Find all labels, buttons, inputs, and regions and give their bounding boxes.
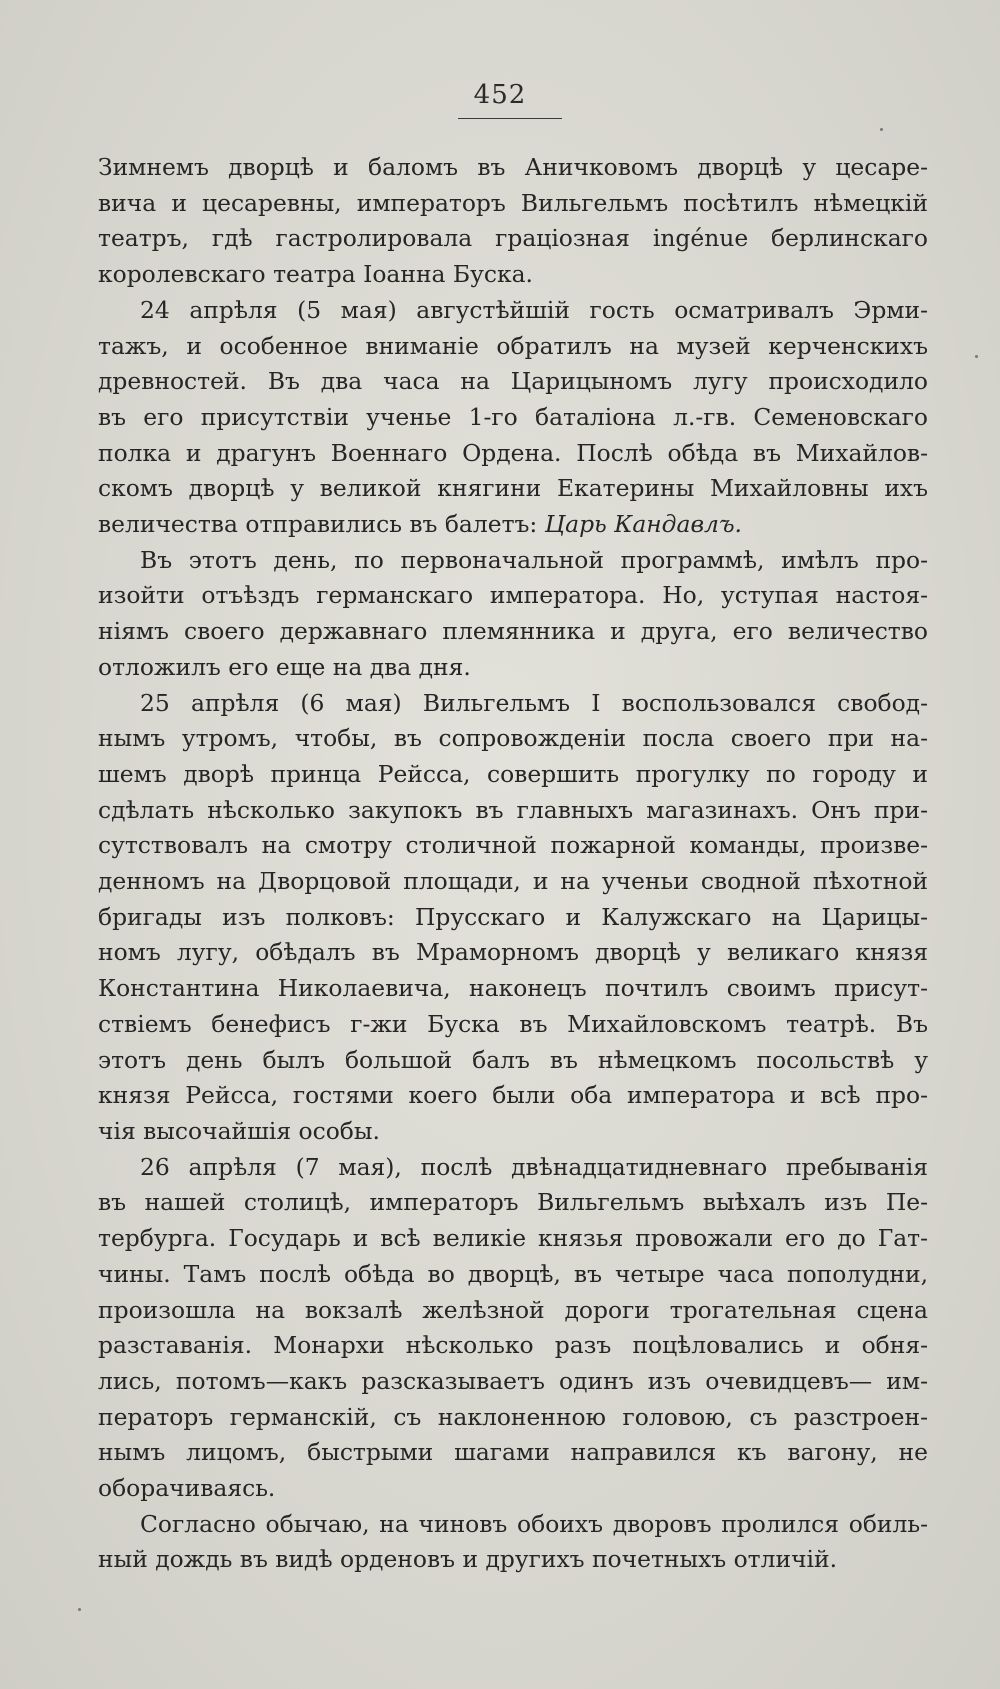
line-text: тербурга. Государь и всѣ великіе князья провожали его до Гат- — [98, 1224, 928, 1253]
line-text: вича и цесаревны, императоръ Вильгельмъ посѣтилъ нѣмецкій — [98, 188, 928, 217]
text-line — [98, 1293, 928, 1329]
paper-speck — [880, 128, 883, 131]
text-line — [98, 1328, 928, 1364]
text-line — [98, 900, 928, 936]
line-text: ный дождь въ видѣ орденовъ и другихъ почетныхъ отличій. — [98, 1545, 838, 1574]
line-text: оборачиваясь. — [98, 1474, 276, 1503]
text-line — [98, 1364, 928, 1400]
line-text: въ нашей столицѣ, императоръ Вильгельмъ выѣхалъ изъ Пе- — [98, 1188, 928, 1217]
line-text: нымъ утромъ, чтобы, въ сопровожденіи посла своего при на- — [98, 724, 928, 753]
text-line — [98, 1007, 928, 1043]
line-text: князя Рейсса, гостями коего были оба императора и всѣ про- — [98, 1081, 928, 1110]
text-line — [98, 471, 928, 507]
body-text — [98, 150, 928, 1578]
paragraph — [98, 686, 928, 1150]
text-line — [98, 1185, 928, 1221]
text-line — [98, 1507, 928, 1543]
line-text: бригады изъ полковъ: Прусскаго и Калужскаго на Царицы- — [98, 902, 928, 931]
paper-speck — [975, 355, 978, 358]
text-line — [98, 614, 928, 650]
line-text: произошла на вокзалѣ желѣзной дороги трогательная сцена — [98, 1295, 928, 1324]
line-text: отложилъ его еще на два дня. — [98, 652, 471, 681]
text-line — [98, 971, 928, 1007]
line-text: сутствовалъ на смотру столичной пожарной команды, произве- — [98, 831, 928, 860]
line-text: 25 апрѣля (6 мая) Вильгельмъ I воспользовался свобод- — [140, 688, 928, 717]
text-line — [98, 436, 928, 472]
text-line — [98, 1471, 928, 1507]
page-number: 452 — [473, 80, 527, 110]
text-line — [98, 578, 928, 614]
page-number-rule — [458, 118, 562, 119]
line-text: театръ, гдѣ гастролировала граціозная ingénue берлинскаго — [98, 224, 928, 253]
text-line — [98, 400, 928, 436]
line-text: Зимнемъ дворцѣ и баломъ въ Аничковомъ дворцѣ у цесаре- — [98, 153, 928, 181]
text-line — [98, 1043, 928, 1079]
text-line — [98, 186, 928, 222]
line-text: этотъ день былъ большой балъ въ нѣмецкомъ посольствѣ у — [98, 1045, 928, 1074]
line-text: ніямъ своего державнаго племянника и друга, его величество — [98, 617, 928, 646]
line-text: 24 апрѣля (5 мая) августѣйшій гость осматривалъ Эрми- — [140, 295, 928, 324]
text-line — [98, 1114, 928, 1150]
line-text: изойти отъѣздъ германскаго императора. Но, уступая настоя- — [98, 581, 928, 610]
ballet-title: Царь Кандавлъ. — [544, 510, 742, 539]
text-line — [98, 650, 928, 686]
text-line — [98, 1257, 928, 1293]
line-text: чины. Тамъ послѣ обѣда во дворцѣ, въ четыре часа пополудни, — [98, 1259, 928, 1288]
line-text: въ его присутствіи ученье 1-го баталіона л.-гв. Семеновскаго — [98, 402, 928, 431]
text-line — [98, 757, 928, 793]
line-text: нымъ лицомъ, быстрыми шагами направился къ вагону, не — [98, 1438, 928, 1467]
line-text: ператоръ германскій, съ наклоненною головою, съ разстроен- — [98, 1402, 928, 1431]
line-text: Константина Николаевича, наконецъ почтилъ своимъ присут- — [98, 974, 928, 1003]
text-line — [98, 935, 928, 971]
line-text: скомъ дворцѣ у великой княгини Екатерины Михайловны ихъ — [98, 474, 928, 503]
line-text: древностей. Въ два часа на Царицыномъ лугу происходило — [98, 367, 928, 396]
line-text: номъ лугу, обѣдалъ въ Мраморномъ дворцѣ у великаго князя — [98, 938, 928, 967]
text-line — [98, 364, 928, 400]
text-line — [98, 1435, 928, 1471]
line-text: величества отправились въ балетъ: — [98, 510, 538, 539]
text-line — [98, 221, 928, 257]
line-text: тажъ, и особенное вниманіе обратилъ на музей керченскихъ — [98, 331, 928, 360]
line-text: денномъ на Дворцовой площади, и на ученьи сводной пѣхотной — [98, 867, 928, 896]
text-line — [98, 1400, 928, 1436]
paragraph — [98, 1507, 928, 1578]
text-line — [98, 1150, 928, 1186]
paper-speck — [78, 1608, 81, 1611]
line-text: чія высочайшія особы. — [98, 1116, 380, 1145]
text-line — [98, 1221, 928, 1257]
line-text: Согласно обычаю, на чиновъ обоихъ дворовъ пролился обиль- — [140, 1509, 928, 1538]
text-line — [98, 329, 928, 365]
text-line — [98, 543, 928, 579]
line-text: королевскаго театра Іоанна Буска. — [98, 260, 533, 289]
text-line — [98, 864, 928, 900]
line-text: сдѣлать нѣсколько закупокъ въ главныхъ магазинахъ. Онъ при- — [98, 795, 928, 824]
text-line — [98, 507, 928, 543]
line-text: ствіемъ бенефисъ г-жи Буска въ Михайловскомъ театрѣ. Въ — [98, 1009, 928, 1038]
line-text: разставанія. Монархи нѣсколько разъ поцѣловались и обня- — [98, 1331, 928, 1360]
text-line — [98, 1078, 928, 1114]
text-line — [98, 257, 928, 293]
line-text: лись, потомъ—какъ разсказываетъ одинъ изъ очевидцевъ— им- — [98, 1366, 928, 1395]
line-text: Въ этотъ день, по первоначальной программѣ, имѣлъ про- — [140, 545, 928, 574]
line-text: полка и драгунъ Военнаго Ордена. Послѣ обѣда въ Михайлов- — [98, 438, 928, 467]
line-text: шемъ дворѣ принца Рейсса, совершить прогулку по городу и — [98, 759, 928, 788]
text-line — [98, 793, 928, 829]
text-line — [98, 828, 928, 864]
text-line — [98, 686, 928, 722]
text-line — [98, 293, 928, 329]
paragraph — [98, 150, 928, 293]
paragraph — [98, 543, 928, 686]
line-text: 26 апрѣля (7 мая), послѣ двѣнадцатидневнаго пребыванія — [140, 1152, 928, 1181]
paragraph — [98, 1150, 928, 1507]
text-line — [98, 150, 928, 186]
text-line — [98, 1542, 928, 1578]
text-line — [98, 721, 928, 757]
paragraph — [98, 293, 928, 543]
